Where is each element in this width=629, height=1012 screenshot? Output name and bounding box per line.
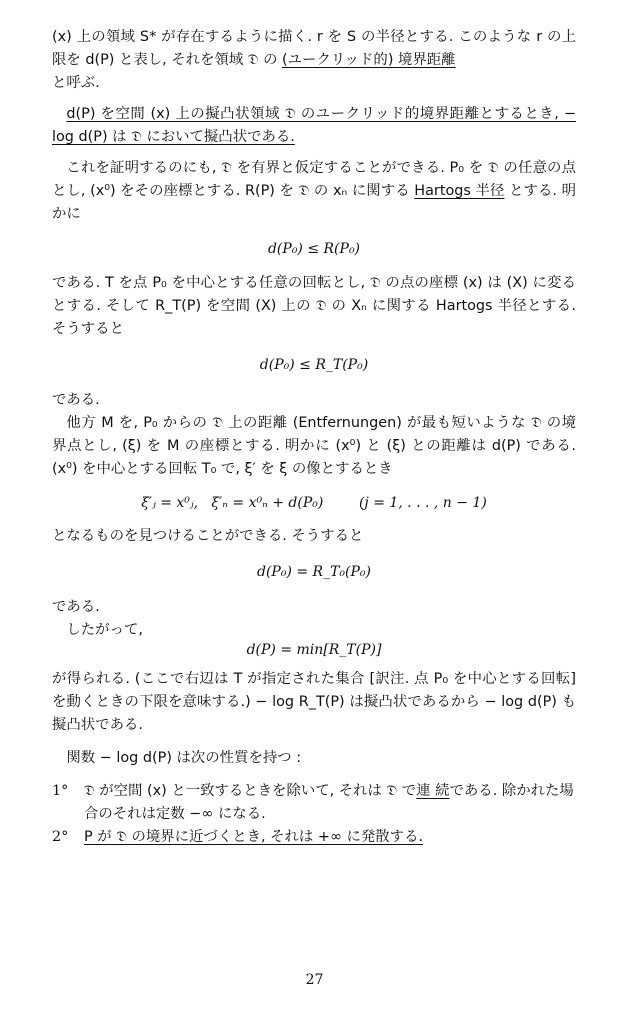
- list-number: 1°: [52, 783, 69, 799]
- paragraph-boundary-distance: [52, 26, 576, 95]
- paragraph-text: とする. 明かに: [52, 183, 576, 222]
- equation: d(P) = min[R_T(P)]: [246, 642, 382, 658]
- paragraph: 関数 − log d(P) は次の性質を持つ :: [66, 750, 302, 766]
- paragraph-text: 𝔇 が空間 (x) と一致するときを除いて, それは 𝔇 で: [84, 783, 417, 799]
- list-number: 2°: [52, 829, 69, 845]
- underlined-term: Hartogs 半径: [414, 183, 505, 199]
- proof-paragraph: [52, 157, 576, 226]
- paragraph: 他方 M を, P₀ からの 𝔇 上の距離 (Entfernungen) が最も短いような 𝔇 の境界点とし, (ξ) を M の座標とする. 明かに (x⁰) と (ξ) との距離は d(P) である. (x⁰) を中心とする回転 T₀ で, ξ′ を ξ の像とするとき: [52, 415, 576, 477]
- paragraph: が得られる. (ここで右辺は T が指定された集合 [訳注. 点 P₀ を中心とする回転] を動くときの下限を意味する.) − log R_T(P) は擬凸状であるから − log d(P) も擬凸状である.: [52, 671, 576, 733]
- paragraph: である. T を点 P₀ を中心とする任意の回転とし, 𝔇 の点の座標 (x) は (X) に変るとする. そして R_T(P) を空間 (X) 上の 𝔇 の Xₙ に関する Hartogs 半径とする. そうすると: [52, 275, 576, 337]
- paragraph: である.: [52, 392, 100, 408]
- list-text: [84, 826, 576, 849]
- theorem-statement: d(P) を空間 (x) 上の擬凸状領域 𝔇 のユークリッド的境界距離とするとき, − log d(P) は 𝔇 において擬凸状である.: [52, 106, 576, 145]
- list-item: [52, 826, 576, 849]
- page-body: [52, 26, 576, 849]
- equation: d(P₀) = R_T₀(P₀): [257, 564, 371, 580]
- underlined-term: P が 𝔇 の境界に近づくとき, それは +∞ に発散する.: [84, 829, 424, 845]
- paragraph: である.: [52, 599, 100, 615]
- paragraph-text: である. 除かれた場合のそれは定数 −∞ になる.: [84, 783, 574, 822]
- paragraph: となるものを見つけることができる. そうすると: [52, 528, 364, 544]
- paragraph-text: と呼ぶ.: [52, 75, 100, 91]
- paragraph-text: (x) 上の領域 S* が存在するように描く. r を S の半径とする. このような r の上限を d(P) と表し, それを領域 𝔇 の: [52, 29, 576, 68]
- equation: d(P₀) ≤ R_T(P₀): [259, 357, 369, 373]
- equation: ξ′ⱼ = x⁰ⱼ, ξ′ₙ = x⁰ₙ + d(P₀) (j = 1, . . . , n − 1): [141, 495, 487, 511]
- properties-list: [52, 780, 576, 849]
- underlined-term: (ユークリッド的) 境界距離: [282, 52, 456, 68]
- page-number: 27: [305, 972, 324, 988]
- equation: d(P₀) ≤ R(P₀): [267, 241, 361, 257]
- list-item: [52, 780, 576, 826]
- underlined-term: 連 続: [416, 783, 450, 799]
- paragraph-text: これを証明するのにも, 𝔇 を有界と仮定することができる. P₀ を 𝔇 の任意の点とし, (x⁰) をその座標とする. R(P) を 𝔇 の xₙ に関する: [52, 160, 576, 199]
- paragraph: したがって,: [66, 622, 143, 638]
- list-text: [84, 780, 576, 826]
